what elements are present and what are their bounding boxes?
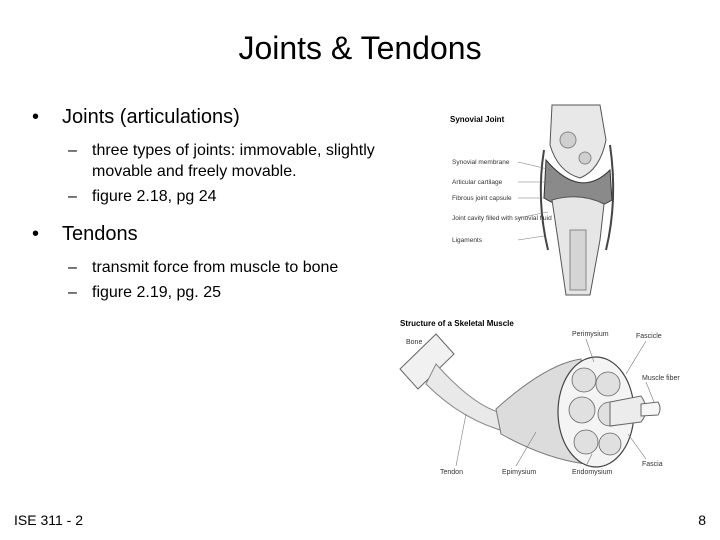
joint-label: Articular cartilage [452, 179, 503, 186]
muscle-label: Perimysium [572, 331, 609, 338]
muscle-label: Tendon [440, 469, 463, 476]
muscle-label: Endomysium [572, 469, 613, 476]
footer-page-number: 8 [698, 512, 706, 528]
bullet-item [32, 221, 392, 247]
sub-bullet-text: transmit force from muscle to bone [92, 259, 339, 276]
sub-bullet-item [32, 282, 392, 303]
joint-label: Fibrous joint capsule [452, 195, 512, 202]
sub-bullet-text: three types of joints: immovable, slightly movable and freely movable. [92, 142, 375, 180]
muscle-label: Muscle fiber [642, 375, 680, 382]
sub-bullet-marker: – [68, 188, 77, 205]
sub-bullet-item [32, 257, 392, 278]
bullet-text: Tendons [62, 223, 138, 245]
skeletal-muscle-figure [396, 314, 696, 484]
muscle-label: Epimysium [502, 469, 537, 476]
muscle-label: Fascia [642, 461, 663, 468]
footer-course-id: ISE 311 - 2 [14, 512, 84, 528]
bullet-text: Joints (articulations) [62, 106, 240, 128]
muscle-label: Fascicle [636, 333, 662, 340]
bone-marrow-spot [579, 152, 591, 164]
bone-marrow-spot [560, 132, 576, 148]
sub-bullet-marker: – [68, 142, 77, 159]
bullet-item [32, 104, 392, 130]
bullet-group-tendons [32, 221, 392, 303]
slide-title: Joints & Tendons [238, 30, 482, 66]
joint-label: Joint cavity filled with synovial fluid [452, 215, 552, 222]
muscle-figure-title: Structure of a Skeletal Muscle [400, 319, 514, 328]
sub-bullet-marker: – [68, 259, 77, 276]
sub-bullet-text: figure 2.18, pg 24 [92, 188, 217, 205]
joint-figure-title: Synovial Joint [450, 115, 505, 124]
bullet-list [32, 104, 392, 317]
muscle-label: Bone [406, 339, 423, 346]
muscle-fiber [641, 402, 660, 416]
sub-bullet-marker: – [68, 284, 77, 301]
sub-bullet-item [32, 140, 392, 182]
joint-label: Synovial membrane [452, 159, 510, 166]
bullet-group-joints [32, 104, 392, 207]
bone-shaft [570, 230, 586, 290]
sub-bullet-item [32, 186, 392, 207]
sub-bullet-text: figure 2.19, pg. 25 [92, 284, 221, 301]
bullet-marker: • [32, 223, 40, 245]
joint-label: Ligaments [452, 237, 482, 244]
bullet-marker: • [32, 106, 40, 128]
synovial-joint-figure [440, 100, 620, 300]
